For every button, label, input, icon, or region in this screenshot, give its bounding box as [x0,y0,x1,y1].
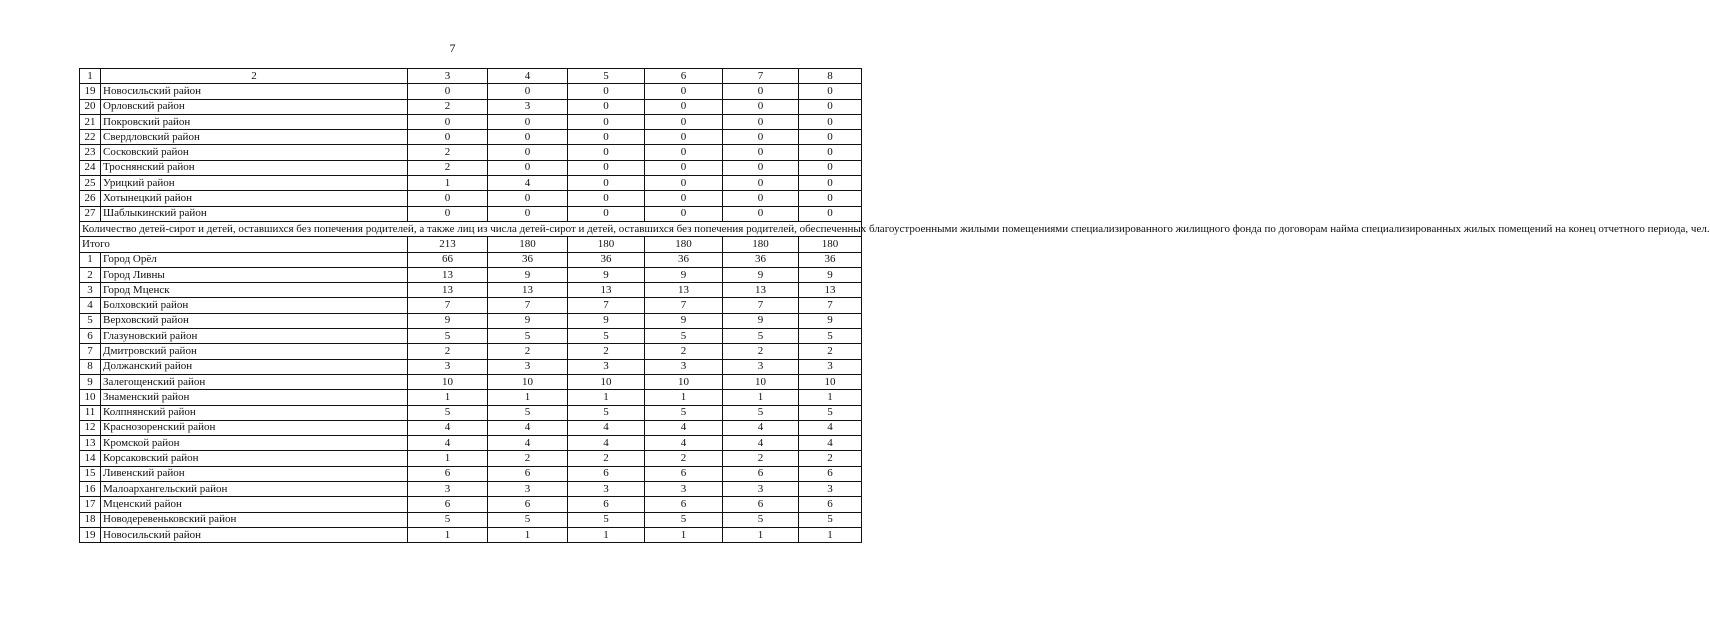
value-cell: 2 [488,344,568,359]
value-cell: 5 [408,405,488,420]
value-cell: 0 [408,84,488,99]
value-cell: 2 [408,344,488,359]
row-number: 6 [80,329,101,344]
district-name: Покровский район [101,114,408,129]
value-cell: 4 [645,420,723,435]
value-cell: 9 [568,267,645,282]
value-cell: 0 [568,84,645,99]
value-cell: 6 [645,497,723,512]
value-cell: 6 [408,466,488,481]
table-row [80,114,862,129]
value-cell: 0 [488,206,568,221]
table-row [80,130,862,145]
value-cell: 6 [799,466,862,481]
value-cell: 3 [568,359,645,374]
column-number-cell: 2 [101,69,408,84]
value-cell: 6 [723,497,799,512]
value-cell: 4 [488,436,568,451]
value-cell: 9 [408,313,488,328]
value-cell: 1 [488,527,568,542]
value-cell: 1 [723,527,799,542]
row-number: 2 [80,267,101,282]
value-cell: 0 [799,99,862,114]
value-cell: 9 [568,313,645,328]
table-row [80,99,862,114]
value-cell: 3 [488,99,568,114]
value-cell: 6 [645,466,723,481]
value-cell: 13 [408,283,488,298]
value-cell: 0 [568,145,645,160]
value-cell: 5 [645,405,723,420]
table-row [80,466,862,481]
value-cell: 4 [488,420,568,435]
value-cell: 4 [408,420,488,435]
section-caption-row [80,221,862,236]
value-cell: 13 [408,267,488,282]
value-cell: 2 [408,145,488,160]
value-cell: 0 [799,191,862,206]
district-name: Малоархангельский район [101,482,408,497]
value-cell: 4 [568,436,645,451]
row-number: 14 [80,451,101,466]
row-number: 12 [80,420,101,435]
table-row [80,145,862,160]
table-row [80,206,862,221]
total-value: 180 [488,237,568,252]
row-number: 25 [80,176,101,191]
value-cell: 4 [408,436,488,451]
value-cell: 3 [645,359,723,374]
table-row [80,283,862,298]
value-cell: 3 [723,359,799,374]
value-cell: 9 [645,313,723,328]
row-number: 18 [80,512,101,527]
district-name: Урицкий район [101,176,408,191]
district-name: Новосильский район [101,527,408,542]
value-cell: 36 [645,252,723,267]
value-cell: 3 [723,482,799,497]
value-cell: 0 [568,206,645,221]
column-number-cell: 4 [488,69,568,84]
value-cell: 5 [799,512,862,527]
district-name: Болховский район [101,298,408,313]
table-row [80,482,862,497]
row-number: 21 [80,114,101,129]
table-row [80,267,862,282]
value-cell: 6 [408,497,488,512]
value-cell: 1 [645,390,723,405]
value-cell: 5 [645,512,723,527]
value-cell: 0 [723,84,799,99]
value-cell: 9 [645,267,723,282]
value-cell: 0 [723,191,799,206]
row-number: 13 [80,436,101,451]
value-cell: 0 [645,160,723,175]
value-cell: 2 [408,99,488,114]
value-cell: 4 [645,436,723,451]
data-table [79,68,1710,543]
value-cell: 3 [568,482,645,497]
row-number: 20 [80,99,101,114]
table-row [80,405,862,420]
district-name: Знаменский район [101,390,408,405]
value-cell: 3 [799,359,862,374]
value-cell: 5 [488,405,568,420]
table-row [80,497,862,512]
district-name: Мценский район [101,497,408,512]
value-cell: 1 [408,451,488,466]
value-cell: 5 [408,512,488,527]
value-cell: 7 [488,298,568,313]
district-name: Новодеревеньковский район [101,512,408,527]
value-cell: 5 [568,512,645,527]
district-name: Орловский район [101,99,408,114]
row-number: 15 [80,466,101,481]
row-number: 1 [80,252,101,267]
value-cell: 0 [568,160,645,175]
value-cell: 1 [488,390,568,405]
total-label: Итого [80,237,408,252]
table-row [80,176,862,191]
row-number: 9 [80,374,101,389]
district-name: Корсаковский район [101,451,408,466]
value-cell: 0 [645,176,723,191]
value-cell: 0 [568,130,645,145]
value-cell: 10 [408,374,488,389]
value-cell: 4 [799,420,862,435]
district-name: Город Орёл [101,252,408,267]
value-cell: 1 [645,527,723,542]
value-cell: 9 [723,267,799,282]
value-cell: 3 [799,482,862,497]
value-cell: 2 [799,451,862,466]
total-value: 180 [799,237,862,252]
row-number: 8 [80,359,101,374]
value-cell: 5 [408,329,488,344]
value-cell: 9 [723,313,799,328]
value-cell: 2 [799,344,862,359]
value-cell: 0 [723,99,799,114]
table-row [80,451,862,466]
value-cell: 10 [799,374,862,389]
value-cell: 2 [723,344,799,359]
value-cell: 9 [799,267,862,282]
value-cell: 0 [723,114,799,129]
value-cell: 0 [408,130,488,145]
value-cell: 5 [799,405,862,420]
table-row [80,298,862,313]
value-cell: 7 [568,298,645,313]
value-cell: 13 [723,283,799,298]
total-value: 180 [645,237,723,252]
district-name: Глазуновский район [101,329,408,344]
value-cell: 5 [723,405,799,420]
value-cell: 13 [568,283,645,298]
value-cell: 36 [799,252,862,267]
value-cell: 1 [799,390,862,405]
value-cell: 0 [488,160,568,175]
table-row [80,390,862,405]
value-cell: 0 [568,176,645,191]
table-row [80,344,862,359]
value-cell: 3 [408,482,488,497]
section-caption: Количество детей-сирот и детей, оставшихся без попечения родителей, а также лиц из числа детей-сирот и детей, оставшихся без попечения родителей, обеспеченных благоустроенными жилыми помещениями специализированного жилищного фонда по договорам найма специализированных жилых помещений на конец отчетного периода, чел. [80,221,862,236]
value-cell: 3 [645,482,723,497]
column-number-cell: 8 [799,69,862,84]
value-cell: 0 [488,130,568,145]
value-cell: 4 [723,436,799,451]
district-name: Шаблыкинский район [101,206,408,221]
row-number: 4 [80,298,101,313]
value-cell: 2 [645,451,723,466]
value-cell: 6 [488,466,568,481]
value-cell: 36 [488,252,568,267]
value-cell: 5 [488,329,568,344]
row-number: 10 [80,390,101,405]
column-number-cell: 6 [645,69,723,84]
table-row [80,527,862,542]
district-name: Новосильский район [101,84,408,99]
value-cell: 10 [723,374,799,389]
column-number-cell: 1 [80,69,101,84]
district-name: Троснянский район [101,160,408,175]
value-cell: 5 [488,512,568,527]
value-cell: 1 [723,390,799,405]
value-cell: 7 [408,298,488,313]
column-number-cell: 5 [568,69,645,84]
value-cell: 0 [408,206,488,221]
value-cell: 0 [723,130,799,145]
value-cell: 9 [488,313,568,328]
district-name: Дмитровский район [101,344,408,359]
value-cell: 0 [488,114,568,129]
value-cell: 0 [799,145,862,160]
value-cell: 4 [568,420,645,435]
value-cell: 0 [568,99,645,114]
value-cell: 3 [488,359,568,374]
value-cell: 5 [799,329,862,344]
district-name: Сосковский район [101,145,408,160]
column-number-row [80,69,862,84]
value-cell: 36 [723,252,799,267]
value-cell: 7 [645,298,723,313]
value-cell: 5 [645,329,723,344]
value-cell: 0 [645,84,723,99]
value-cell: 1 [568,390,645,405]
value-cell: 6 [723,466,799,481]
row-number: 3 [80,283,101,298]
district-name: Должанский район [101,359,408,374]
value-cell: 2 [488,451,568,466]
value-cell: 2 [645,344,723,359]
value-cell: 0 [723,145,799,160]
value-cell: 9 [488,267,568,282]
value-cell: 1 [408,176,488,191]
row-number: 23 [80,145,101,160]
value-cell: 2 [723,451,799,466]
row-number: 7 [80,344,101,359]
value-cell: 5 [723,512,799,527]
value-cell: 6 [799,497,862,512]
value-cell: 9 [799,313,862,328]
value-cell: 0 [488,84,568,99]
value-cell: 0 [488,191,568,206]
value-cell: 0 [645,191,723,206]
value-cell: 5 [723,329,799,344]
value-cell: 0 [723,160,799,175]
value-cell: 13 [645,283,723,298]
value-cell: 5 [568,405,645,420]
district-name: Хотынецкий район [101,191,408,206]
table-row [80,313,862,328]
total-row [80,237,862,252]
value-cell: 0 [799,160,862,175]
value-cell: 5 [568,329,645,344]
value-cell: 2 [568,451,645,466]
value-cell: 1 [568,527,645,542]
value-cell: 0 [488,145,568,160]
district-name: Верховский район [101,313,408,328]
district-name: Залегощенский район [101,374,408,389]
value-cell: 7 [799,298,862,313]
table-row [80,160,862,175]
district-name: Кромской район [101,436,408,451]
value-cell: 36 [568,252,645,267]
row-number: 16 [80,482,101,497]
value-cell: 6 [488,497,568,512]
total-value: 213 [408,237,488,252]
column-number-cell: 3 [408,69,488,84]
value-cell: 10 [568,374,645,389]
value-cell: 0 [408,191,488,206]
column-number-cell: 7 [723,69,799,84]
value-cell: 0 [645,206,723,221]
value-cell: 1 [408,527,488,542]
district-name: Колпнянский район [101,405,408,420]
total-value: 180 [568,237,645,252]
value-cell: 1 [799,527,862,542]
district-name: Свердловский район [101,130,408,145]
row-number: 11 [80,405,101,420]
value-cell: 0 [568,114,645,129]
value-cell: 10 [645,374,723,389]
table-row [80,191,862,206]
value-cell: 0 [723,176,799,191]
row-number: 22 [80,130,101,145]
row-number: 19 [80,84,101,99]
row-number: 27 [80,206,101,221]
table-row [80,329,862,344]
value-cell: 0 [723,206,799,221]
value-cell: 0 [645,145,723,160]
value-cell: 0 [645,99,723,114]
table-row [80,420,862,435]
value-cell: 2 [408,160,488,175]
row-number: 5 [80,313,101,328]
value-cell: 0 [568,191,645,206]
value-cell: 0 [799,176,862,191]
value-cell: 4 [488,176,568,191]
value-cell: 0 [799,114,862,129]
value-cell: 0 [799,84,862,99]
table-row [80,512,862,527]
value-cell: 3 [408,359,488,374]
value-cell: 4 [799,436,862,451]
row-number: 26 [80,191,101,206]
value-cell: 13 [799,283,862,298]
table-row [80,436,862,451]
district-name: Ливенский район [101,466,408,481]
value-cell: 6 [568,466,645,481]
value-cell: 6 [568,497,645,512]
table-row [80,84,862,99]
value-cell: 2 [568,344,645,359]
value-cell: 13 [488,283,568,298]
value-cell: 0 [645,114,723,129]
table-row [80,359,862,374]
value-cell: 0 [799,130,862,145]
value-cell: 4 [723,420,799,435]
value-cell: 0 [799,206,862,221]
value-cell: 0 [408,114,488,129]
district-name: Краснозоренский район [101,420,408,435]
row-number: 19 [80,527,101,542]
value-cell: 0 [645,130,723,145]
district-name: Город Ливны [101,267,408,282]
total-value: 180 [723,237,799,252]
value-cell: 1 [408,390,488,405]
value-cell: 10 [488,374,568,389]
page-number: 7 [449,41,456,55]
row-number: 17 [80,497,101,512]
table-row [80,252,862,267]
value-cell: 3 [488,482,568,497]
value-cell: 7 [723,298,799,313]
district-name: Город Мценск [101,283,408,298]
row-number: 24 [80,160,101,175]
table-row [80,374,862,389]
value-cell: 66 [408,252,488,267]
